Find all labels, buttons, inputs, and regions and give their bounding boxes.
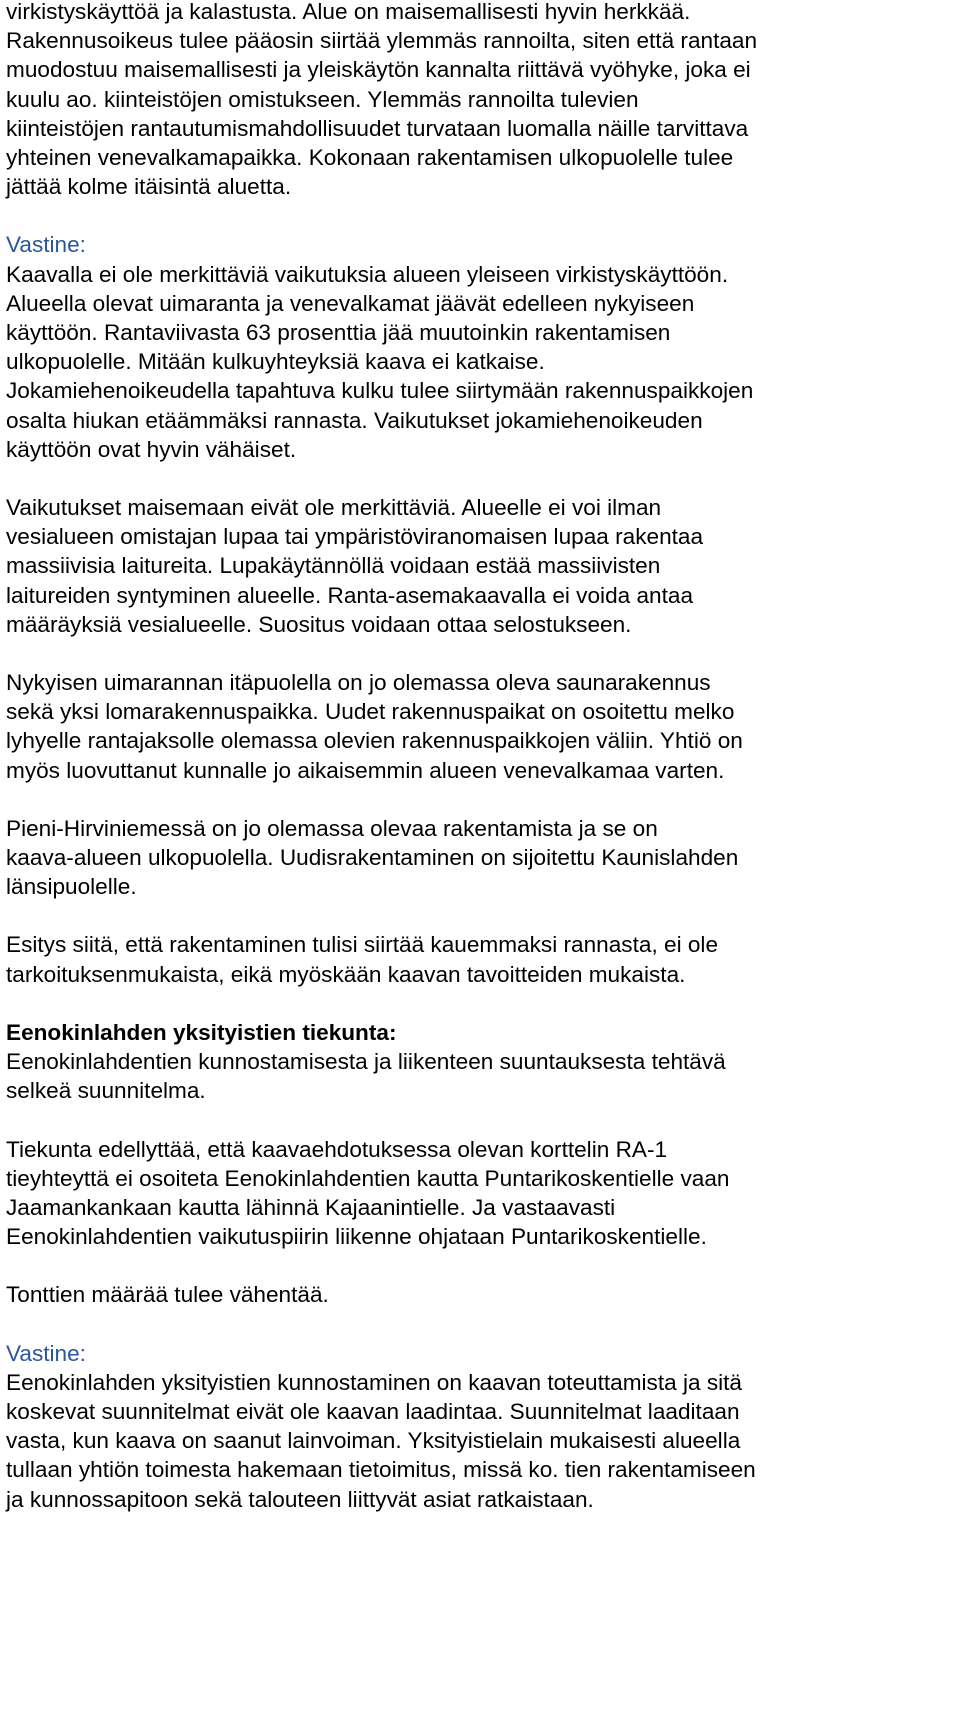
text-line: Tiekunta edellyttää, että kaavaehdotuksessa olevan korttelin RA-1 — [6, 1136, 668, 1162]
text-line: tullaan yhtiön toimesta hakemaan tietoimitus, missä ko. tien rakentamiseen — [6, 1457, 756, 1483]
paragraph-relocation-proposal — [6, 930, 956, 988]
paragraph-plot-count — [6, 1280, 956, 1309]
text-line: Alueella olevat uimaranta ja venevalkamat jäävät edelleen nykyiseen — [6, 290, 695, 316]
text-line: Eenokinlahdentien vaikutuspiirin liikenne ohjataan Puntarikoskentielle. — [6, 1224, 707, 1250]
text-line: sekä yksi lomarakennuspaikka. Uudet rakennuspaikat on osoitettu melko — [6, 699, 735, 725]
text-line: osalta hiukan etäämmäksi rannasta. Vaikutukset jokamiehenoikeuden — [6, 407, 703, 433]
text-line: lyhyelle rantajaksolle olemassa olevien rakennuspaikkojen väliin. Yhtiö on — [6, 728, 743, 754]
text-line: Pieni-Hirviniemessä on jo olemassa olevaa rakentamista ja se on — [6, 815, 658, 841]
text-line: kaava-alueen ulkopuolella. Uudisrakentaminen on sijoitettu Kaunislahden — [6, 845, 739, 871]
text-line: Esitys siitä, että rakentaminen tulisi siirtää kauemmaksi rannasta, ei ole — [6, 932, 719, 958]
text-line: myös luovuttanut kunnalle jo aikaisemmin alueen venevalkamaa varten. — [6, 757, 725, 783]
text-line: selkeä suunnitelma. — [6, 1078, 206, 1104]
section-road-association — [6, 1018, 956, 1106]
section-heading: Eenokinlahden yksityistien tiekunta: — [6, 1019, 397, 1045]
document-page — [6, 0, 956, 1514]
text-line: Kaavalla ei ole merkittäviä vaikutuksia alueen yleiseen virkistyskäyttöön. — [6, 261, 729, 287]
paragraph-landscape-impacts — [6, 493, 956, 639]
text-line: määräyksiä vesialueelle. Suositus voidaan ottaa selostukseen. — [6, 611, 632, 637]
text-line: Jokamiehenoikeudella tapahtuva kulku tulee siirtymään rakennuspaikkojen — [6, 378, 754, 404]
text-line: ulkopuolelle. Mitään kulkuyhteyksiä kaava ei katkaise. — [6, 349, 545, 375]
response-road — [6, 1339, 956, 1514]
text-line: käyttöön. Rantaviivasta 63 prosenttia jää muutoinkin rakentamisen — [6, 320, 671, 346]
text-line: Vaikutukset maisemaan eivät ole merkittäviä. Alueelle ei voi ilman — [6, 495, 662, 521]
text-line: koskevat suunnitelmat eivät ole kaavan laadintaa. Suunnitelmat laaditaan — [6, 1398, 740, 1424]
text-line: kiinteistöjen rantautumismahdollisuudet turvataan luomalla näille tarvittava — [6, 115, 749, 141]
text-line: Jaamankankaan kautta lähinnä Kajaanintielle. Ja vastaavasti — [6, 1194, 616, 1220]
text-line: tarkoituksenmukaista, eikä myöskään kaavan tavoitteiden mukaista. — [6, 961, 686, 987]
text-line: Nykyisen uimarannan itäpuolella on jo olemassa oleva saunarakennus — [6, 670, 711, 696]
text-line: kuulu ao. kiinteistöjen omistukseen. Ylemmäs rannoilta tulevien — [6, 86, 639, 112]
text-line: länsipuolelle. — [6, 874, 137, 900]
text-line: jättää kolme itäisintä aluetta. — [6, 174, 292, 200]
paragraph-recreation-landscape — [6, 0, 956, 201]
text-line: vesialueen omistajan lupaa tai ympäristöviranomaisen lupaa rakentaa — [6, 524, 704, 550]
response-recreation — [6, 230, 956, 464]
response-label: Vastine: — [6, 1340, 86, 1366]
text-line: yhteinen venevalkamapaikka. Kokonaan rakentamisen ulkopuolelle tulee — [6, 145, 734, 171]
paragraph-existing-buildings — [6, 668, 956, 785]
text-line: laitureiden syntyminen alueelle. Ranta-asemakaavalla ei voida antaa — [6, 582, 694, 608]
text-line: muodostuu maisemallisesti ja yleiskäytön kannalta riittävä vyöhyke, joka ei — [6, 57, 751, 83]
paragraph-pieni-hirviniemi — [6, 814, 956, 902]
paragraph-road-connection — [6, 1135, 956, 1252]
text-line: tieyhteyttä ei osoiteta Eenokinlahdentien kautta Puntarikoskentielle vaan — [6, 1165, 730, 1191]
text-line: käyttöön ovat hyvin vähäiset. — [6, 436, 297, 462]
text-line: virkistyskäyttöä ja kalastusta. Alue on maisemallisesti hyvin herkkää. — [6, 0, 691, 24]
text-line: ja kunnossapitoon sekä talouteen liittyvät asiat ratkaistaan. — [6, 1486, 594, 1512]
text-line: Rakennusoikeus tulee pääosin siirtää ylemmäs rannoilta, siten että rantaan — [6, 28, 758, 54]
text-line: Eenokinlahdentien kunnostamisesta ja liikenteen suuntauksesta tehtävä — [6, 1049, 726, 1075]
text-line: Tonttien määrää tulee vähentää. — [6, 1282, 329, 1308]
text-line: massiivisia laitureita. Lupakäytännöllä voidaan estää massiivisten — [6, 553, 661, 579]
response-label: Vastine: — [6, 232, 86, 258]
text-line: Eenokinlahden yksityistien kunnostaminen on kaavan toteuttamista ja sitä — [6, 1369, 742, 1395]
text-line: vasta, kun kaava on saanut lainvoiman. Yksityistielain mukaisesti alueella — [6, 1428, 741, 1454]
